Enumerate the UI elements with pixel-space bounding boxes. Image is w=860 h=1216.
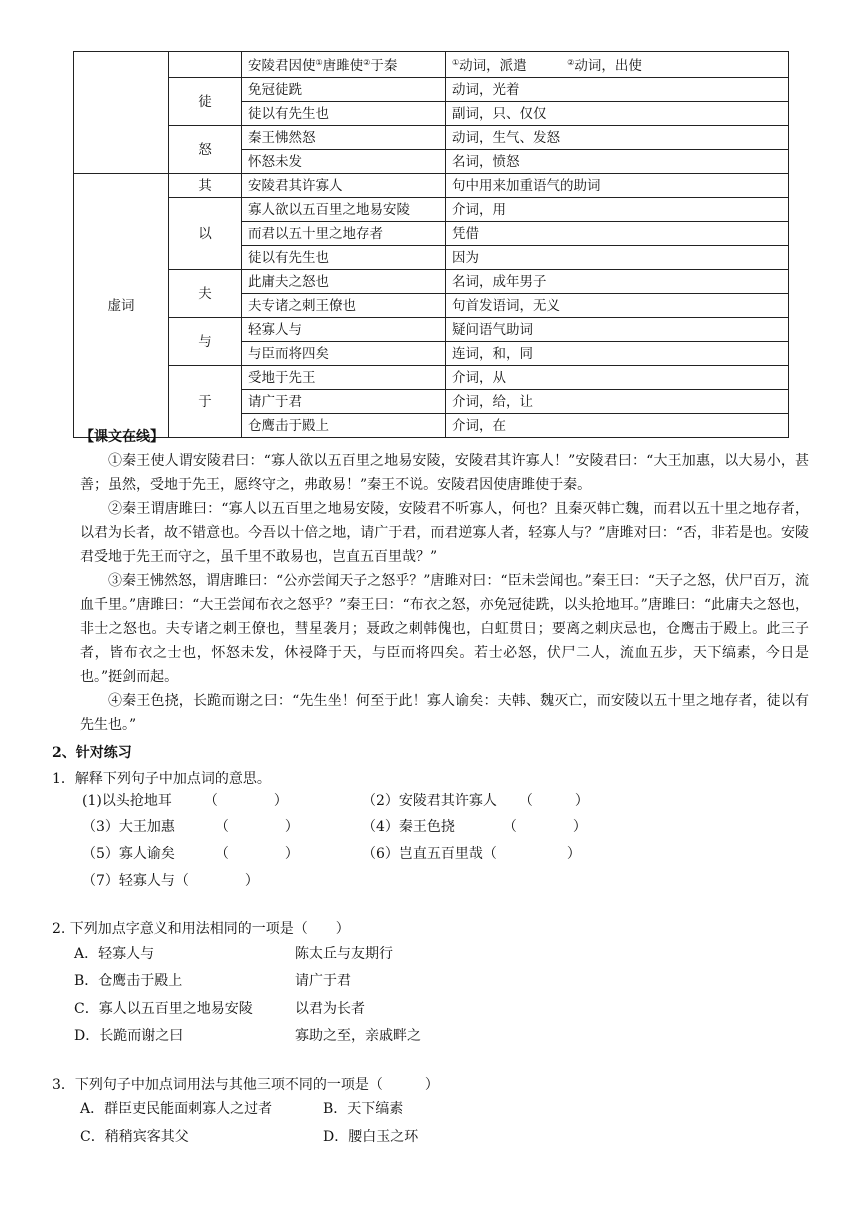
word-cell-nu: 怒 — [169, 126, 242, 174]
question-2: 2. 下列加点字意义和用法相同的一项是（ ） — [52, 921, 350, 937]
meaning-cell: 动词，生气、发怒 — [446, 126, 789, 150]
word-cell-blank — [169, 52, 242, 78]
word-cell-tu: 徒 — [169, 78, 242, 126]
example-cell: 仓鹰击于殿上 — [242, 414, 446, 438]
example-cell: 轻寡人与 — [242, 318, 446, 342]
word-cell-yi: 以 — [169, 198, 242, 270]
q2-option-a: A．轻寡人与 — [74, 946, 155, 962]
q1-item-5: （5）寡人谕矣 （ ） — [82, 846, 299, 862]
example-cell: 请广于君 — [242, 390, 446, 414]
example-cell: 安陵君因使①唐雎使②于秦 — [242, 52, 446, 78]
example-cell: 与臣而将四矣 — [242, 342, 446, 366]
q2-option-d-compare: 寡助之至，亲戚畔之 — [295, 1028, 421, 1044]
question-1: 1．解释下列句子中加点词的意思。 — [52, 771, 271, 787]
q1-item-2: （2）安陵君其许寡人 （ ） — [362, 793, 589, 809]
vocabulary-table — [73, 51, 789, 438]
q2-option-b-compare: 请广于君 — [295, 973, 351, 989]
example-cell: 秦王怫然怒 — [242, 126, 446, 150]
meaning-cell: 介词，给，让 — [446, 390, 789, 414]
example-cell: 免冠徒跣 — [242, 78, 446, 102]
passage — [80, 449, 809, 737]
passage-paragraph: ④秦王色挠，长跪而谢之曰：“先生坐！何至于此！寡人谕矣：夫韩、魏灭亡，而安陵以五十里之地存者，徒以有先生也。” — [80, 693, 809, 733]
question-3: 3．下列句子中加点词用法与其他三项不同的一项是（ ） — [52, 1077, 439, 1093]
passage-paragraph: ②秦王谓唐雎曰：“寡人以五百里之地易安陵，安陵君不听寡人，何也？且秦灭韩亡魏，而君以五十里之地存者，以君为长者，故不错意也。今吾以十倍之地，请广于君，而君逆寡人者，轻寡人与？”唐雎对曰：“否，非若是也。安陵君受地于先王而守之，虽千里不敢易也，岂直五百里哉？” — [80, 501, 809, 565]
meaning-cell: 疑问语气助词 — [446, 318, 789, 342]
meaning-cell: 动词，光着 — [446, 78, 789, 102]
example-cell: 徒以有先生也 — [242, 102, 446, 126]
word-cell-qi: 其 — [169, 174, 242, 198]
example-cell: 而君以五十里之地存者 — [242, 222, 446, 246]
word-cell-yu: 与 — [169, 318, 242, 366]
category-cell-function-words: 虚词 — [74, 174, 169, 438]
example-cell: 安陵君其许寡人 — [242, 174, 446, 198]
word-cell-fu: 夫 — [169, 270, 242, 318]
q1-item-1: (1)以头抢地耳 （ ） — [82, 793, 288, 809]
meaning-cell: 副词，只、仅仅 — [446, 102, 789, 126]
category-cell-blank — [74, 52, 169, 174]
meaning-cell: 连词，和，同 — [446, 342, 789, 366]
meaning-cell: ①动词，派遣 ②动词，出使 — [446, 52, 789, 78]
section-title: 【课文在线】 — [80, 429, 164, 445]
meaning-cell: 介词，用 — [446, 198, 789, 222]
meaning-cell: 介词，从 — [446, 366, 789, 390]
q3-option-c: C．稍稍宾客其父 — [80, 1129, 189, 1145]
example-cell: 受地于先王 — [242, 366, 446, 390]
q1-item-4: （4）秦王色挠 （ ） — [362, 819, 587, 835]
meaning-cell: 介词，在 — [446, 414, 789, 438]
q2-option-c-compare: 以君为长者 — [295, 1001, 365, 1017]
q2-option-b: B．仓鹰击于殿上 — [74, 973, 183, 989]
meaning-cell: 句中用来加重语气的助词 — [446, 174, 789, 198]
q2-option-a-compare: 陈太丘与友期行 — [295, 946, 393, 962]
q3-option-a: A．群臣吏民能面刺寡人之过者 — [80, 1101, 273, 1117]
passage-paragraph: ①秦王使人谓安陵君曰：“寡人欲以五百里之地易安陵，安陵君其许寡人！”安陵君曰：“大王加惠，以大易小，甚善；虽然，受地于先王，愿终守之，弗敢易！”秦王不说。安陵君因使唐雎使于秦。 — [80, 453, 810, 493]
meaning-cell: 句首发语词，无义 — [446, 294, 789, 318]
q2-option-c: C．寡人以五百里之地易安陵 — [74, 1001, 253, 1017]
example-cell: 怀怒未发 — [242, 150, 446, 174]
passage-paragraph: ③秦王怫然怒，谓唐雎曰：“公亦尝闻天子之怒乎？”唐雎对曰：“臣未尝闻也。”秦王曰：“天子之怒，伏尸百万，流血千里。”唐雎曰：“大王尝闻布衣之怒乎？”秦王曰：“布衣之怒，亦免冠徒跣，以头抢地耳。”唐雎曰：“此庸夫之怒也，非士之怒也。夫专诸之刺王僚也，彗星袭月；聂政之刺韩傀也，白虹贯日；要离之刺庆忌也，仓鹰击于殿上。此三子者，皆布衣之士也，怀怒未发，休祲降于天，与臣而将四矣。若士必怒，伏尸二人，流血五步，天下缟素，今日是也。”挺剑而起。 — [80, 573, 809, 685]
q1-item-3: （3）大王加惠 （ ） — [82, 819, 299, 835]
example-cell: 寡人欲以五百里之地易安陵 — [242, 198, 446, 222]
q1-item-6: （6）岂直五百里哉（ ） — [362, 846, 581, 862]
meaning-cell: 名词，愤怒 — [446, 150, 789, 174]
q3-option-d: D．腰白玉之环 — [323, 1129, 419, 1145]
example-cell: 此庸夫之怒也 — [242, 270, 446, 294]
q3-option-b: B．天下缟素 — [323, 1101, 404, 1117]
example-cell: 夫专诸之刺王僚也 — [242, 294, 446, 318]
word-cell-yu3: 于 — [169, 366, 242, 438]
q1-item-7: （7）轻寡人与（ ） — [82, 873, 259, 889]
example-cell: 徒以有先生也 — [242, 246, 446, 270]
meaning-cell: 名词，成年男子 — [446, 270, 789, 294]
meaning-cell: 凭借 — [446, 222, 789, 246]
q2-option-d: D．长跪而谢之曰 — [74, 1028, 184, 1044]
practice-title: 2、针对练习 — [52, 745, 132, 761]
meaning-cell: 因为 — [446, 246, 789, 270]
